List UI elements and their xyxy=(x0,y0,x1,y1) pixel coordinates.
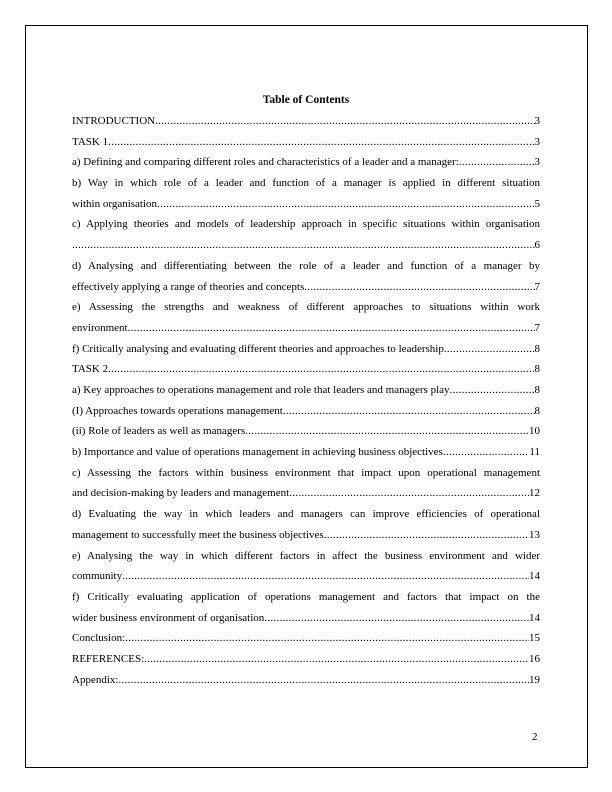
toc-entry[interactable] xyxy=(72,359,540,380)
toc-entry-text: TASK 2 xyxy=(72,363,109,376)
toc-entry-page-number: 3 xyxy=(534,156,540,169)
dot-leader xyxy=(128,318,535,339)
toc-entry[interactable] xyxy=(72,256,540,297)
dot-leader xyxy=(108,359,534,380)
toc-entry[interactable] xyxy=(72,132,540,153)
dot-leader xyxy=(108,132,534,153)
toc-entry-text: INTRODUCTION xyxy=(72,115,156,127)
toc-entry-text-line: e) Analysing the way in which different factors in affect the business environment and wider xyxy=(72,549,540,562)
toc-entry[interactable] xyxy=(72,546,540,587)
dot-leader xyxy=(125,628,529,649)
toc-entry-leader-line xyxy=(72,152,540,173)
toc-entry-page-number: 8 xyxy=(534,404,540,417)
toc-entry-page-number: 7 xyxy=(534,321,540,334)
toc-entry[interactable] xyxy=(72,111,540,132)
toc-entry-leader-line xyxy=(72,277,540,298)
dot-leader xyxy=(264,608,529,629)
toc-entry-text: b) Importance and value of operations management in achieving business objectives xyxy=(72,446,443,459)
toc-entry-leader-line xyxy=(72,401,540,422)
toc-entry-leader-line xyxy=(72,649,540,670)
toc-entry-leader-line xyxy=(72,608,540,629)
toc-entry-leader-line xyxy=(72,421,540,442)
dot-leader xyxy=(289,483,529,504)
toc-entry-text: environment xyxy=(72,321,128,334)
dot-leader xyxy=(459,152,535,173)
toc-entry[interactable] xyxy=(72,214,540,255)
dot-leader xyxy=(118,670,529,691)
toc-entry-page-number: 6 xyxy=(534,239,540,252)
toc-entry-text: a) Defining and comparing different roles and characteristics of a leader and a manager: xyxy=(72,156,459,169)
toc-entry-text: within organisation xyxy=(72,197,158,210)
toc-entry-text-line: f) Critically evaluating application of operations management and factors that impact on the xyxy=(72,590,540,603)
toc-entry[interactable] xyxy=(72,587,540,628)
toc-entry[interactable] xyxy=(72,504,540,545)
toc-entry-page-number: 8 xyxy=(534,384,540,396)
toc-entry[interactable] xyxy=(72,649,540,670)
toc-entry-text-line: b) Way in which role of a leader and function of a manager is applied in different situation xyxy=(72,177,540,190)
toc-entry-page-number: 12 xyxy=(529,487,540,500)
toc-entry-text: f) Critically analysing and evaluating different theories and approaches to leadership xyxy=(72,342,444,355)
toc-entry-page-number: 14 xyxy=(529,570,540,583)
page-number: 2 xyxy=(532,731,538,743)
toc-entry-page-number: 13 xyxy=(529,528,540,541)
toc-entry[interactable] xyxy=(72,463,540,504)
toc-entry-text-line: c) Assessing the factors within business environment that impact upon operational management xyxy=(72,466,540,479)
toc-entry[interactable] xyxy=(72,628,540,649)
toc-entry-leader-line xyxy=(72,525,540,546)
toc-entry-text: community xyxy=(72,570,123,583)
dot-leader xyxy=(72,235,535,256)
dot-leader xyxy=(283,401,535,422)
toc-entry-leader-line xyxy=(72,442,540,463)
toc-entry[interactable] xyxy=(72,670,540,691)
toc-entry[interactable] xyxy=(72,442,540,463)
dot-leader xyxy=(450,380,535,401)
toc-entry-leader-line xyxy=(72,380,540,401)
toc-entry-text-line: d) Evaluating the way in which leaders and managers can improve efficiencies of operational xyxy=(72,508,540,521)
dot-leader xyxy=(157,194,534,215)
toc-entry-page-number: 3 xyxy=(534,135,540,148)
toc-entry-text-line: e) Assessing the strengths and weakness of different approaches to situations within work xyxy=(72,301,540,314)
toc-entry-leader-line xyxy=(72,235,540,256)
toc-entry-page-number: 16 xyxy=(529,653,540,665)
dot-leader xyxy=(443,442,530,463)
dot-leader xyxy=(245,421,529,442)
toc-entry-text: management to successfully meet the business objectives xyxy=(72,528,324,541)
toc-entry-leader-line xyxy=(72,628,540,649)
toc-entry-leader-line xyxy=(72,483,540,504)
toc-entries xyxy=(72,111,540,690)
toc-entry-text-line: c) Applying theories and models of leadership approach in specific situations within organisation xyxy=(72,218,540,231)
toc-entry-text: Appendix: xyxy=(72,673,119,686)
toc-entry-page-number: 15 xyxy=(529,632,540,645)
toc-entry-text: a) Key approaches to operations management and role that leaders and managers play xyxy=(72,384,450,396)
toc-entry-text: effectively applying a range of theories and concepts xyxy=(72,280,305,293)
toc-entry-page-number: 7 xyxy=(534,280,540,293)
toc-entry[interactable] xyxy=(72,339,540,360)
toc-entry-page-number: 3 xyxy=(534,115,540,127)
toc-entry-text: (I) Approaches towards operations management xyxy=(72,404,283,417)
toc-entry-text: Conclusion: xyxy=(72,632,126,645)
toc-title: Table of Contents xyxy=(262,94,350,106)
dot-leader xyxy=(324,525,529,546)
toc-entry[interactable] xyxy=(72,380,540,401)
toc-entry-page-number: 19 xyxy=(529,673,540,686)
toc-entry-text: and decision-making by leaders and management xyxy=(72,487,290,500)
dot-leader xyxy=(444,339,535,360)
toc-entry-page-number: 8 xyxy=(534,363,540,376)
toc-entry[interactable] xyxy=(72,152,540,173)
toc-entry-page-number: 11 xyxy=(529,446,540,459)
toc-entry[interactable] xyxy=(72,173,540,214)
toc-entry-leader-line xyxy=(72,339,540,360)
toc-entry-text-line: d) Analysing and differentiating between the role of a leader and function of a manager by xyxy=(72,259,540,272)
toc-entry-text: TASK 1 xyxy=(72,135,109,148)
toc-entry[interactable] xyxy=(72,297,540,338)
toc-entry-leader-line xyxy=(72,566,540,587)
toc-entry-page-number: 8 xyxy=(534,342,540,355)
toc-entry-leader-line xyxy=(72,670,540,691)
toc-entry-leader-line xyxy=(72,359,540,380)
toc-entry-page-number: 10 xyxy=(529,425,540,438)
dot-leader xyxy=(155,111,534,132)
toc-entry-text: (ii) Role of leaders as well as managers xyxy=(72,425,246,438)
toc-entry-leader-line xyxy=(72,194,540,215)
toc-entry-text: wider business environment of organisation xyxy=(72,611,265,624)
toc-entry-page-number: 5 xyxy=(534,197,540,210)
toc-entry-leader-line xyxy=(72,132,540,153)
dot-leader xyxy=(144,649,529,670)
table-of-contents xyxy=(72,90,540,690)
dot-leader xyxy=(122,566,529,587)
toc-entry-text: REFERENCES: xyxy=(72,653,145,665)
toc-entry[interactable] xyxy=(72,401,540,422)
toc-entry-leader-line xyxy=(72,111,540,132)
toc-entry[interactable] xyxy=(72,421,540,442)
dot-leader xyxy=(304,277,534,298)
toc-entry-page-number: 14 xyxy=(529,611,540,624)
toc-entry-leader-line xyxy=(72,318,540,339)
